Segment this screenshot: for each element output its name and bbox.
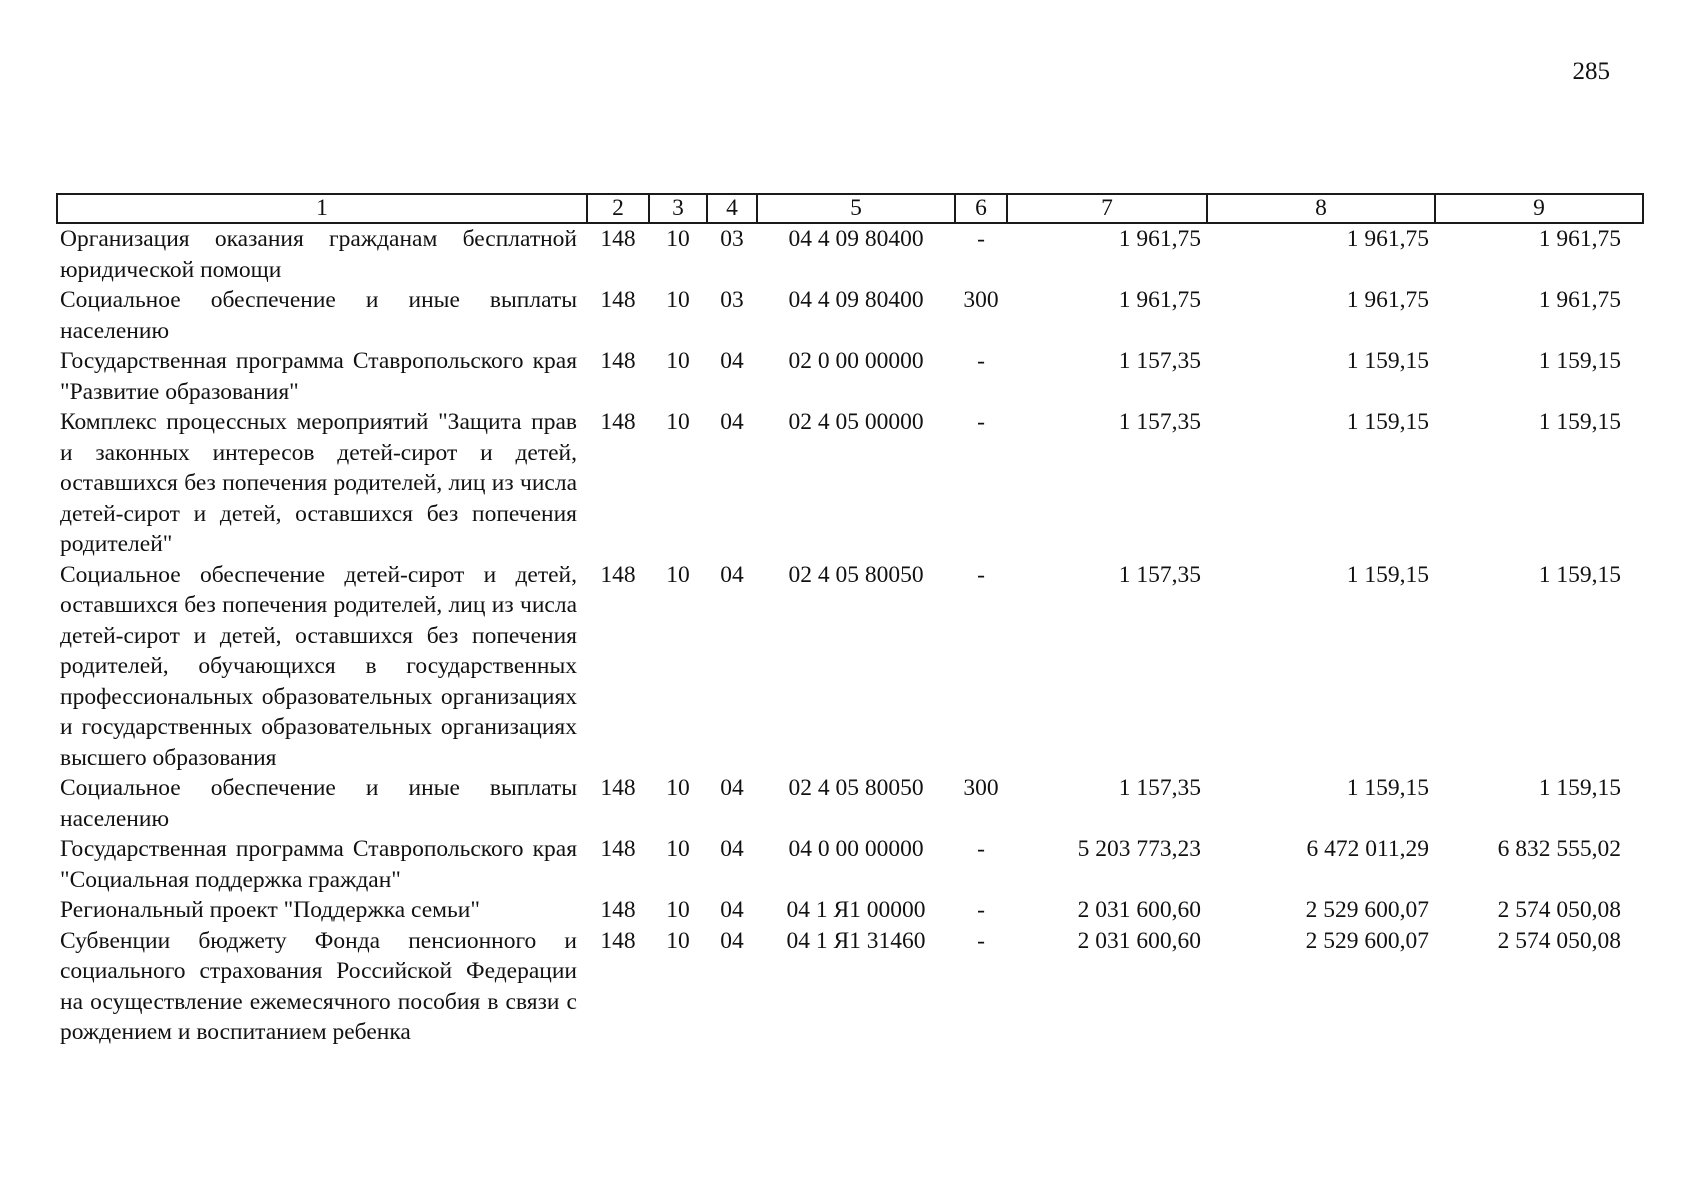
row-amount-col9: 1 961,75 (1538, 287, 1621, 313)
row-expense-type: - (977, 348, 985, 374)
row-amount-col9: 2 574 050,08 (1497, 897, 1621, 923)
row-subsection-code: 04 (720, 927, 744, 954)
row-amount-col9: 1 961,75 (1538, 226, 1621, 252)
row-amount-col9: 2 574 050,08 (1497, 927, 1621, 954)
row-expense-type: 300 (963, 775, 999, 801)
header-cell-4: 4 (707, 194, 757, 223)
row-section-code: 10 (666, 287, 690, 313)
row-expense-type: - (977, 561, 985, 588)
row-subsection-code: 04 (720, 836, 744, 862)
row-amount-col8: 6 472 011,29 (1306, 836, 1429, 862)
row-section-code: 10 (666, 409, 690, 435)
row-ministry-code: 148 (600, 927, 636, 954)
row-amount-col7: 5 203 773,23 (1077, 836, 1201, 862)
row-subsection-code: 04 (720, 561, 744, 588)
row-amount-col9: 6 832 555,02 (1497, 836, 1621, 862)
table-body (57, 223, 1643, 1048)
row-name: Комплекс процессных мероприятий "Защита прав и законных интересов детей-сирот и детей, оставшихся без попечения родителей, лиц из числа детей-сирот и детей, оставшихся без попечения родителей" (60, 409, 577, 557)
page-number: 285 (1572, 58, 1610, 85)
row-name: Организация оказания гражданам бесплатной юридической помощи (60, 226, 577, 283)
row-amount-col7: 1 157,35 (1118, 561, 1201, 588)
row-amount-col9: 1 159,15 (1538, 775, 1621, 801)
row-expense-type: - (977, 836, 985, 862)
row-section-code: 10 (666, 927, 690, 954)
table-row (57, 895, 1643, 926)
row-name: Региональный проект "Поддержка семьи" (60, 897, 480, 923)
row-name: Социальное обеспечение и иные выплаты населению (60, 287, 577, 344)
row-target-article: 04 1 Я1 31460 (786, 927, 926, 954)
table-row (57, 560, 1643, 774)
header-cell-3: 3 (649, 194, 707, 223)
row-subsection-code: 04 (720, 409, 744, 435)
row-amount-col9: 1 159,15 (1538, 348, 1621, 374)
row-amount-col7: 1 157,35 (1118, 348, 1201, 374)
row-name: Государственная программа Ставропольского края "Социальная поддержка граждан" (60, 836, 577, 893)
header-cell-6: 6 (955, 194, 1007, 223)
row-ministry-code: 148 (600, 226, 636, 252)
table-row (57, 223, 1643, 285)
header-cell-9: 9 (1435, 194, 1643, 223)
row-target-article: 04 4 09 80400 (788, 226, 924, 252)
row-amount-col8: 1 961,75 (1346, 226, 1429, 252)
table-row (57, 346, 1643, 407)
row-section-code: 10 (666, 897, 690, 923)
header-cell-7: 7 (1007, 194, 1207, 223)
header-cell-2: 2 (587, 194, 649, 223)
row-ministry-code: 148 (600, 836, 636, 862)
row-section-code: 10 (666, 561, 690, 588)
row-ministry-code: 148 (600, 775, 636, 801)
row-amount-col8: 2 529 600,07 (1305, 897, 1429, 923)
row-section-code: 10 (666, 348, 690, 374)
row-target-article: 04 4 09 80400 (788, 287, 924, 313)
row-section-code: 10 (666, 226, 690, 252)
row-section-code: 10 (666, 775, 690, 801)
table-row (57, 773, 1643, 834)
row-name: Субвенции бюджету Фонда пенсионного и социального страхования Российской Федерации на осуществление ежемесячного пособия в связи с рождением и воспитанием ребенка (60, 927, 577, 1045)
row-amount-col8: 2 529 600,07 (1305, 927, 1429, 954)
row-expense-type: - (977, 409, 985, 435)
row-subsection-code: 04 (720, 348, 744, 374)
row-target-article: 02 4 05 00000 (788, 409, 924, 435)
row-ministry-code: 148 (600, 348, 636, 374)
row-amount-col7: 2 031 600,60 (1077, 927, 1201, 954)
row-expense-type: 300 (963, 287, 999, 313)
row-amount-col8: 1 159,15 (1346, 348, 1429, 374)
table-header (57, 194, 1643, 223)
row-expense-type: - (977, 897, 985, 923)
budget-table (56, 193, 1644, 1048)
header-cell-5: 5 (757, 194, 955, 223)
row-target-article: 02 4 05 80050 (788, 775, 924, 801)
row-amount-col7: 1 157,35 (1118, 409, 1201, 435)
row-target-article: 04 1 Я1 00000 (786, 897, 926, 923)
row-name: Социальное обеспечение и иные выплаты населению (60, 775, 577, 832)
row-target-article: 02 4 05 80050 (788, 561, 924, 588)
row-name: Государственная программа Ставропольского края "Развитие образования" (60, 348, 577, 405)
row-target-article: 04 0 00 00000 (788, 836, 924, 862)
header-row (57, 194, 1643, 223)
row-expense-type: - (977, 226, 985, 252)
table-row (57, 407, 1643, 560)
row-amount-col7: 1 961,75 (1118, 226, 1201, 252)
row-target-article: 02 0 00 00000 (788, 348, 924, 374)
table-row (57, 285, 1643, 346)
row-ministry-code: 148 (600, 897, 636, 923)
row-section-code: 10 (666, 836, 690, 862)
row-amount-col7: 1 961,75 (1118, 287, 1201, 313)
row-amount-col8: 1 159,15 (1346, 409, 1429, 435)
row-ministry-code: 148 (600, 409, 636, 435)
row-ministry-code: 148 (600, 561, 636, 588)
row-amount-col8: 1 159,15 (1346, 775, 1429, 801)
row-amount-col7: 1 157,35 (1118, 775, 1201, 801)
row-amount-col7: 2 031 600,60 (1077, 897, 1201, 923)
row-amount-col9: 1 159,15 (1538, 409, 1621, 435)
row-subsection-code: 03 (720, 287, 744, 313)
row-expense-type: - (977, 927, 985, 954)
row-subsection-code: 04 (720, 897, 744, 923)
row-subsection-code: 04 (720, 775, 744, 801)
table-row (57, 926, 1643, 1048)
table-row (57, 834, 1643, 895)
row-amount-col8: 1 961,75 (1346, 287, 1429, 313)
row-amount-col9: 1 159,15 (1538, 561, 1621, 588)
row-subsection-code: 03 (720, 226, 744, 252)
row-amount-col8: 1 159,15 (1346, 561, 1429, 588)
header-cell-8: 8 (1207, 194, 1435, 223)
row-ministry-code: 148 (600, 287, 636, 313)
row-name: Социальное обеспечение детей-сирот и детей, оставшихся без попечения родителей, лиц из числа детей-сирот и детей, оставшихся без попечения родителей, обучающихся в государственных профессиональных образовательных организациях и государственных образовательных организациях высшего образования (60, 561, 577, 771)
header-cell-1: 1 (57, 194, 587, 223)
